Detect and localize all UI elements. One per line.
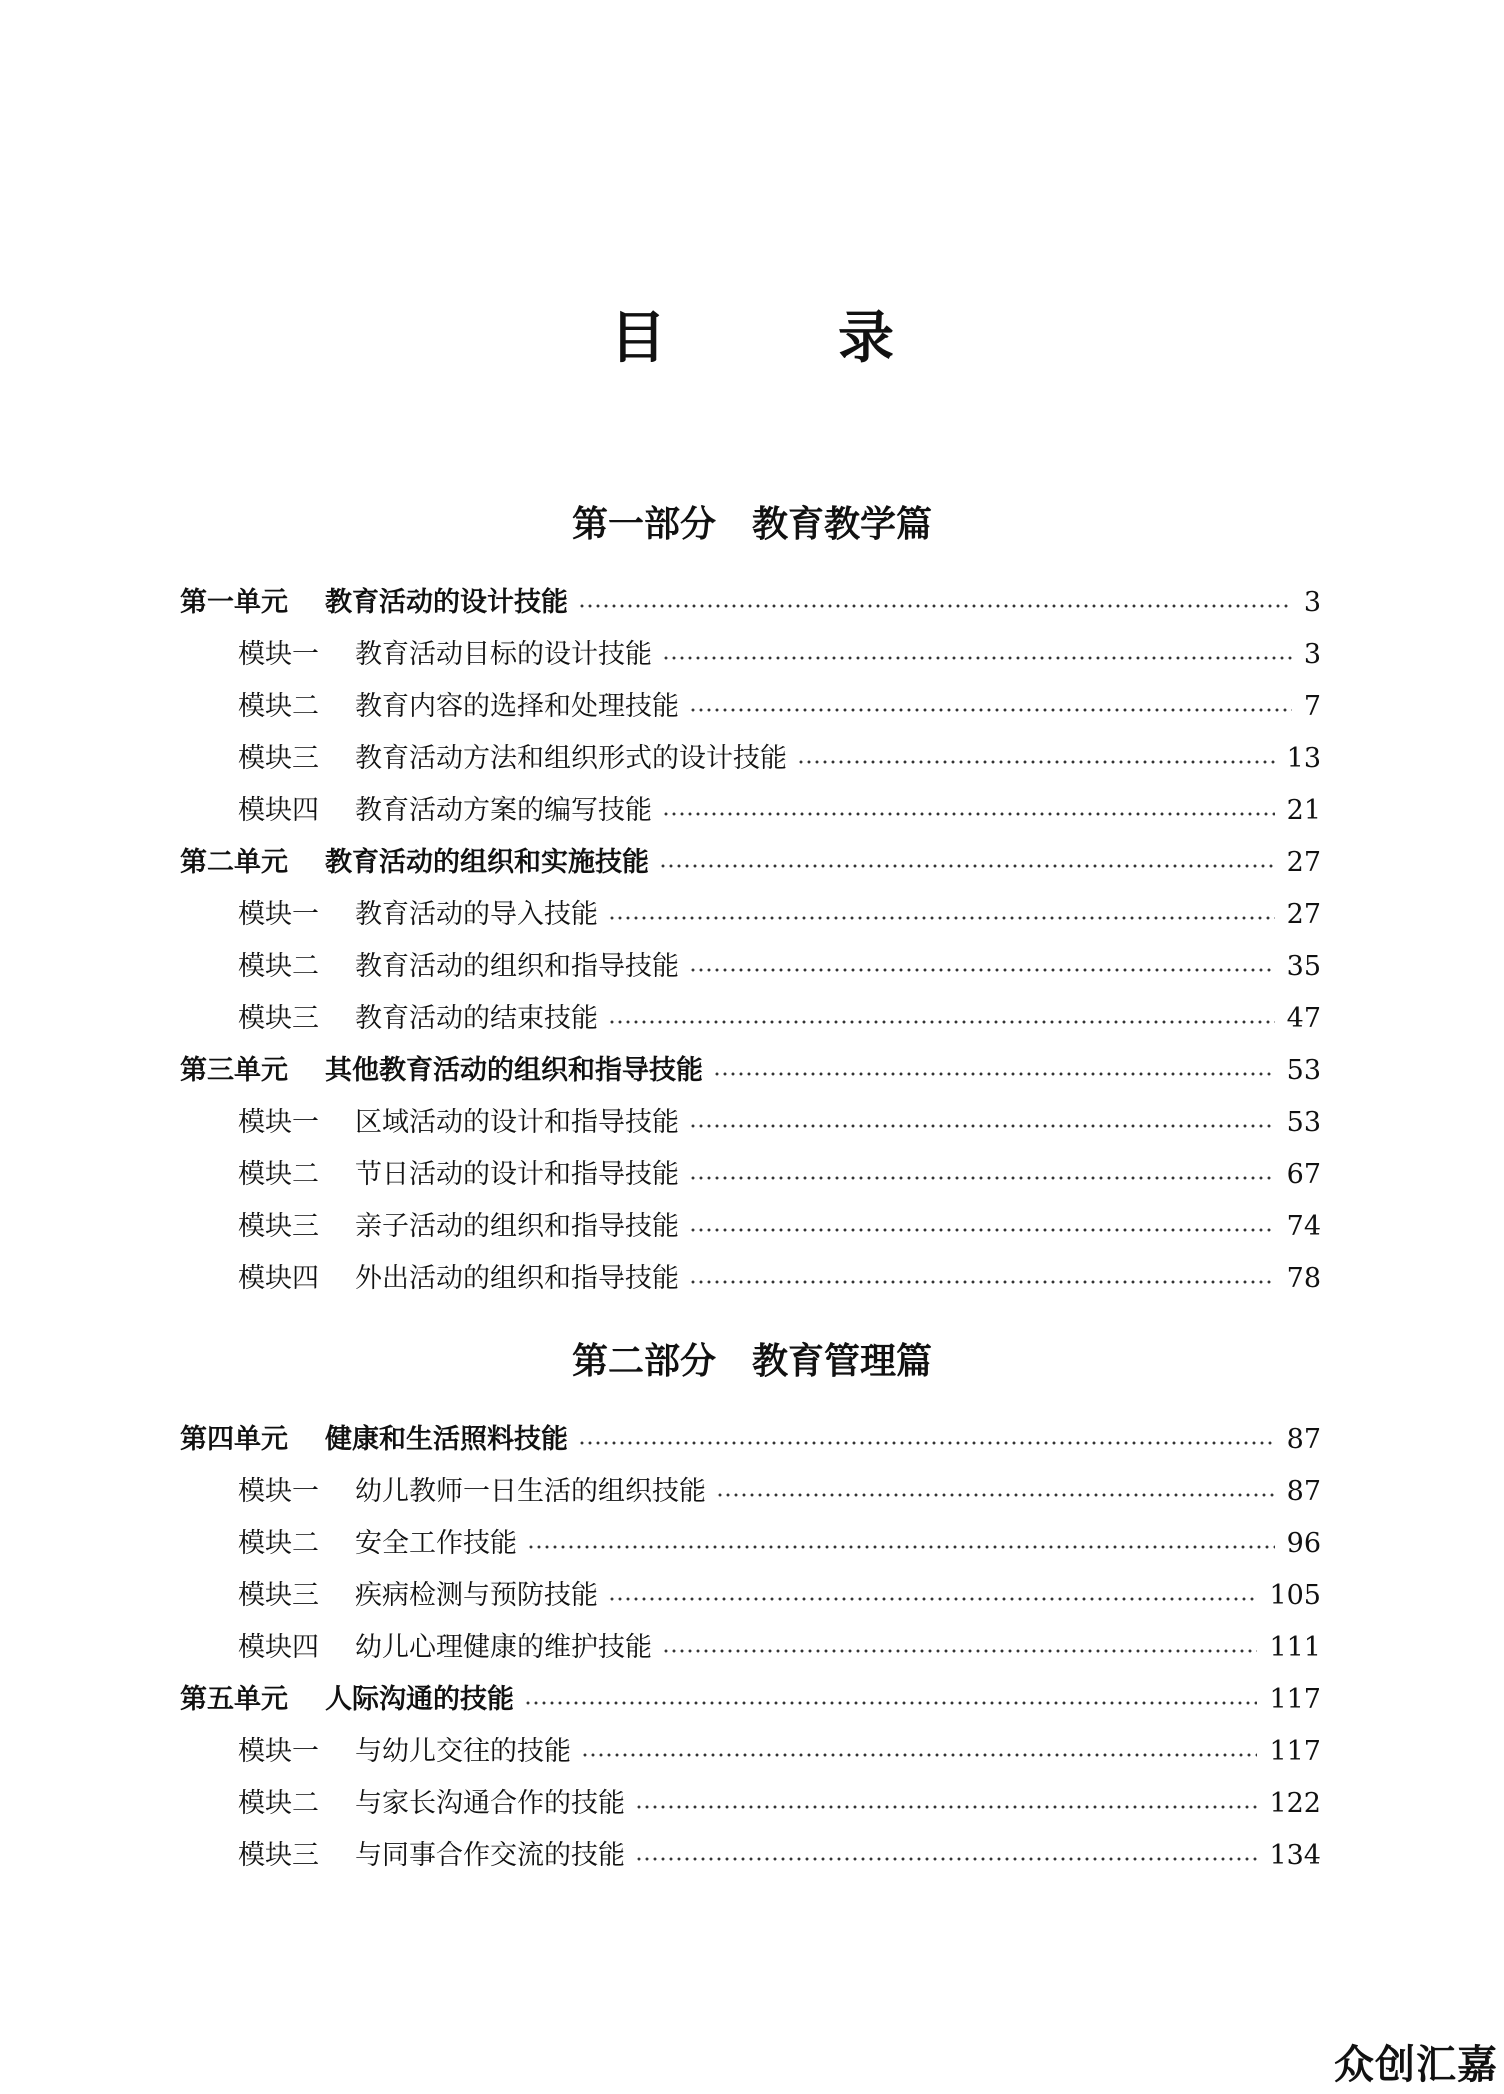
entry-title: 教育活动的组织和指导技能 bbox=[355, 951, 679, 982]
dot-leader bbox=[689, 968, 1275, 972]
entry-page-number: 7 bbox=[1303, 691, 1321, 722]
entry-page-number: 134 bbox=[1269, 1840, 1321, 1871]
entry-title: 教育活动方案的编写技能 bbox=[355, 795, 652, 826]
entry-label: 第二单元 bbox=[180, 847, 288, 878]
entry-title: 幼儿教师一日生活的组织技能 bbox=[355, 1476, 706, 1507]
entry-title: 教育活动方法和组织形式的设计技能 bbox=[355, 743, 787, 774]
entry-title: 区域活动的设计和指导技能 bbox=[355, 1107, 679, 1138]
entry-label: 模块一 bbox=[238, 1736, 319, 1767]
dot-leader bbox=[662, 1649, 1257, 1653]
watermark-logo: 众创汇嘉 bbox=[1334, 2042, 1498, 2088]
entry-label: 模块二 bbox=[238, 691, 319, 722]
toc-unit-entry[interactable] bbox=[180, 1414, 1321, 1466]
entry-title: 教育内容的选择和处理技能 bbox=[355, 691, 679, 722]
toc-module-entry[interactable] bbox=[238, 681, 1321, 733]
toc-module-entry[interactable] bbox=[238, 1201, 1321, 1253]
toc-module-entry[interactable] bbox=[238, 889, 1321, 941]
entry-title: 亲子活动的组织和指导技能 bbox=[355, 1211, 679, 1242]
toc-module-entry[interactable] bbox=[238, 1622, 1321, 1674]
page-title: 目 录 bbox=[610, 305, 952, 371]
toc-module-entry[interactable] bbox=[238, 629, 1321, 681]
entry-page-number: 111 bbox=[1269, 1632, 1321, 1663]
toc-unit-entry[interactable] bbox=[180, 1674, 1321, 1726]
entry-title: 外出活动的组织和指导技能 bbox=[355, 1263, 679, 1294]
toc-module-entry[interactable] bbox=[238, 1097, 1321, 1149]
entry-label: 第三单元 bbox=[180, 1055, 288, 1086]
dot-leader bbox=[689, 1280, 1275, 1284]
entry-label: 模块一 bbox=[238, 1107, 319, 1138]
entry-page-number: 27 bbox=[1286, 899, 1321, 930]
entry-label: 模块二 bbox=[238, 951, 319, 982]
entry-label: 模块三 bbox=[238, 1003, 319, 1034]
toc-module-entry[interactable] bbox=[238, 785, 1321, 837]
dot-leader bbox=[713, 1072, 1275, 1076]
entry-page-number: 117 bbox=[1269, 1684, 1321, 1715]
dot-leader bbox=[662, 812, 1275, 816]
entry-page-number: 105 bbox=[1269, 1580, 1321, 1611]
entry-page-number: 13 bbox=[1286, 743, 1321, 774]
dot-leader bbox=[635, 1857, 1257, 1861]
dot-leader bbox=[578, 1441, 1275, 1445]
part2-heading: 第二部分 教育管理篇 bbox=[571, 1340, 932, 1382]
toc-module-entry[interactable] bbox=[238, 1778, 1321, 1830]
entry-title: 健康和生活照料技能 bbox=[325, 1424, 568, 1455]
toc-unit-entry[interactable] bbox=[180, 837, 1321, 889]
entry-page-number: 67 bbox=[1286, 1159, 1321, 1190]
toc-module-entry[interactable] bbox=[238, 1570, 1321, 1622]
dot-leader bbox=[689, 1228, 1275, 1232]
entry-title: 与同事合作交流的技能 bbox=[355, 1840, 625, 1871]
toc-module-entry[interactable] bbox=[238, 993, 1321, 1045]
entry-page-number: 27 bbox=[1286, 847, 1321, 878]
entry-page-number: 21 bbox=[1286, 795, 1321, 826]
dot-leader bbox=[635, 1805, 1257, 1809]
entry-title: 教育活动目标的设计技能 bbox=[355, 639, 652, 670]
entry-page-number: 35 bbox=[1286, 951, 1321, 982]
entry-label: 模块二 bbox=[238, 1788, 319, 1819]
dot-leader bbox=[581, 1753, 1257, 1757]
toc-unit-entry[interactable] bbox=[180, 577, 1321, 629]
toc-unit-entry[interactable] bbox=[180, 1045, 1321, 1097]
dot-leader bbox=[797, 760, 1275, 764]
dot-leader bbox=[608, 1020, 1275, 1024]
entry-page-number: 53 bbox=[1286, 1107, 1321, 1138]
entry-title: 与家长沟通合作的技能 bbox=[355, 1788, 625, 1819]
entry-label: 模块四 bbox=[238, 1632, 319, 1663]
toc-module-entry[interactable] bbox=[238, 1726, 1321, 1778]
dot-leader bbox=[608, 916, 1275, 920]
entry-label: 模块二 bbox=[238, 1159, 319, 1190]
toc-module-entry[interactable] bbox=[238, 1149, 1321, 1201]
entry-title: 教育活动的设计技能 bbox=[325, 587, 568, 618]
entry-title: 与幼儿交往的技能 bbox=[355, 1736, 571, 1767]
entry-page-number: 3 bbox=[1303, 587, 1321, 618]
part1-heading: 第一部分 教育教学篇 bbox=[571, 503, 932, 545]
dot-leader bbox=[689, 1124, 1275, 1128]
entry-label: 模块三 bbox=[238, 1580, 319, 1611]
entry-label: 模块三 bbox=[238, 1211, 319, 1242]
entry-page-number: 53 bbox=[1286, 1055, 1321, 1086]
toc-module-entry[interactable] bbox=[238, 941, 1321, 993]
toc-module-entry[interactable] bbox=[238, 733, 1321, 785]
entry-title: 节日活动的设计和指导技能 bbox=[355, 1159, 679, 1190]
entry-label: 模块三 bbox=[238, 743, 319, 774]
dot-leader bbox=[578, 604, 1292, 608]
entry-page-number: 96 bbox=[1286, 1528, 1321, 1559]
entry-label: 第一单元 bbox=[180, 587, 288, 618]
toc-module-entry[interactable] bbox=[238, 1518, 1321, 1570]
dot-leader bbox=[524, 1701, 1257, 1705]
entry-label: 模块三 bbox=[238, 1840, 319, 1871]
entry-title: 疾病检测与预防技能 bbox=[355, 1580, 598, 1611]
entry-title: 教育活动的组织和实施技能 bbox=[325, 847, 649, 878]
entry-label: 模块四 bbox=[238, 795, 319, 826]
entry-label: 模块一 bbox=[238, 899, 319, 930]
dot-leader bbox=[689, 1176, 1275, 1180]
entry-label: 模块一 bbox=[238, 639, 319, 670]
dot-leader bbox=[608, 1597, 1257, 1601]
entry-page-number: 117 bbox=[1269, 1736, 1321, 1767]
entry-label: 第四单元 bbox=[180, 1424, 288, 1455]
toc-module-entry[interactable] bbox=[238, 1253, 1321, 1305]
entry-page-number: 3 bbox=[1303, 639, 1321, 670]
entry-title: 安全工作技能 bbox=[355, 1528, 517, 1559]
entry-label: 第五单元 bbox=[180, 1684, 288, 1715]
dot-leader bbox=[689, 708, 1292, 712]
entry-label: 模块一 bbox=[238, 1476, 319, 1507]
entry-page-number: 78 bbox=[1286, 1263, 1321, 1294]
entry-label: 模块二 bbox=[238, 1528, 319, 1559]
entry-title: 教育活动的导入技能 bbox=[355, 899, 598, 930]
entry-title: 人际沟通的技能 bbox=[325, 1684, 514, 1715]
dot-leader bbox=[662, 656, 1292, 660]
entry-page-number: 47 bbox=[1286, 1003, 1321, 1034]
entry-page-number: 87 bbox=[1286, 1476, 1321, 1507]
dot-leader bbox=[659, 864, 1275, 868]
toc-module-entry[interactable] bbox=[238, 1830, 1321, 1882]
entry-title: 幼儿心理健康的维护技能 bbox=[355, 1632, 652, 1663]
entry-page-number: 122 bbox=[1269, 1788, 1321, 1819]
entry-title: 教育活动的结束技能 bbox=[355, 1003, 598, 1034]
dot-leader bbox=[716, 1493, 1275, 1497]
entry-label: 模块四 bbox=[238, 1263, 319, 1294]
entry-title: 其他教育活动的组织和指导技能 bbox=[325, 1055, 703, 1086]
entry-page-number: 87 bbox=[1286, 1424, 1321, 1455]
toc-module-entry[interactable] bbox=[238, 1466, 1321, 1518]
entry-page-number: 74 bbox=[1286, 1211, 1321, 1242]
dot-leader bbox=[527, 1545, 1275, 1549]
